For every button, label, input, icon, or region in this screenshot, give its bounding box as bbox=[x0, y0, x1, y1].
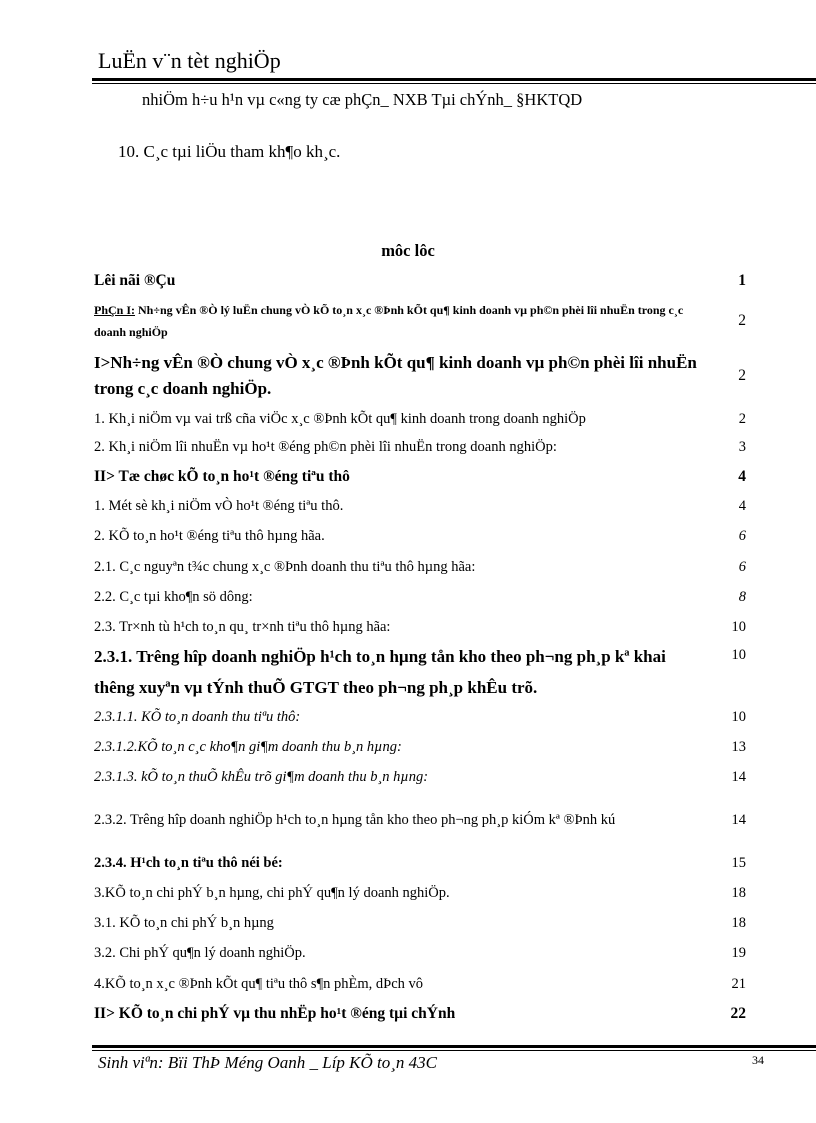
toc-entry-text: 2. Kh¸i niÖm lîi nhuËn vµ ho¹t ®éng ph©n phèi lîi nhuËn trong doanh nghiÖp: bbox=[94, 439, 557, 455]
toc-entry-text: 3.2. Chi phÝ qu¶n lý doanh nghiÖp. bbox=[94, 945, 306, 961]
toc-page-number: 3 bbox=[738, 439, 746, 455]
page-number: 34 bbox=[752, 1053, 764, 1067]
toc-page-number: 14 bbox=[731, 811, 746, 828]
header-rule-thick bbox=[92, 78, 816, 81]
toc-entry-text: 2.3. Tr×nh tù h¹ch to¸n qu¸ tr×nh tiªu thô hµng hãa: bbox=[94, 618, 391, 635]
toc-page-number: 10 bbox=[731, 618, 746, 635]
toc-row bbox=[94, 582, 746, 612]
toc-entry-text: 2.3.1.1. KÕ to¸n doanh thu tiªu thô: bbox=[94, 709, 301, 725]
toc-row bbox=[94, 406, 746, 433]
toc-row bbox=[94, 492, 746, 521]
footer-author-line: Sinh viªn: Bïi ThÞ Méng Oanh _ Líp KÕ to¸n 43C bbox=[98, 1053, 438, 1072]
toc-page-number: 19 bbox=[731, 945, 746, 961]
intro-reference-line: nhiÖm h÷u h¹n vµ c«ng ty cæ phÇn_ NXB Tµi chÝnh_ §HKTQD bbox=[142, 90, 583, 109]
toc-page-number: 6 bbox=[738, 528, 746, 544]
toc-page-number: 10 bbox=[731, 709, 746, 725]
toc-page-number: 15 bbox=[731, 854, 746, 871]
toc-row bbox=[94, 938, 746, 969]
toc-entry-text: 2.2. C¸c tµi kho¶n sö dông: bbox=[94, 588, 253, 605]
toc-entry-text: 2.3.1.3. kÕ to¸n thuÕ khÊu trõ gi¶m doanh thu b¸n hµng: bbox=[94, 768, 429, 785]
toc-row bbox=[94, 702, 746, 733]
toc-row bbox=[94, 848, 746, 878]
toc-entry-text: 4.KÕ to¸n x¸c ®Þnh kÕt qu¶ tiªu thô s¶n phÈm, dÞch vô bbox=[94, 975, 424, 992]
toc-page-number: 22 bbox=[730, 1005, 746, 1022]
toc-page-number: 10 bbox=[731, 647, 746, 663]
toc-page-number: 2 bbox=[738, 312, 746, 329]
toc-row bbox=[94, 999, 746, 1029]
toc-row bbox=[94, 433, 746, 462]
toc-entry-text bbox=[94, 299, 706, 343]
toc-page-number: 18 bbox=[731, 884, 746, 901]
toc-row bbox=[94, 733, 746, 762]
toc-entry-text: 2.3.2. Trêng hîp doanh nghiÖp h¹ch to¸n hµng tån kho theo ph¬ng ph¸p kiÓm kª ®Þnh kú bbox=[94, 812, 616, 828]
intro-reference-item: 10. C¸c tµi liÖu tham kh¶o kh¸c. bbox=[118, 142, 341, 161]
page-header-title: LuËn v¨n tèt nghiÖp bbox=[98, 48, 281, 73]
toc-row bbox=[94, 908, 746, 938]
toc-page-number: 6 bbox=[738, 558, 746, 575]
toc-row bbox=[94, 266, 746, 296]
toc-page-number: 13 bbox=[731, 739, 746, 755]
toc-entry-text: 1. Mét sè kh¸i niÖm vÒ ho¹t ®éng tiªu thô. bbox=[94, 498, 344, 514]
toc-row bbox=[94, 792, 746, 848]
toc-page-number: 2 bbox=[738, 367, 746, 384]
toc-page-number: 4 bbox=[738, 498, 746, 514]
toc-part-label: PhÇn I: bbox=[94, 303, 136, 317]
toc-row bbox=[94, 462, 746, 492]
toc-page-number: 18 bbox=[731, 914, 746, 931]
toc-entry-text: 2.3.1.2.KÕ to¸n c¸c kho¶n gi¶m doanh thu b¸n hµng: bbox=[94, 739, 402, 755]
toc-row bbox=[94, 762, 746, 792]
toc-entry-text: 2.3.4. H¹ch to¸n tiªu thô néi bé: bbox=[94, 854, 283, 871]
toc-entry-text: 3.1. KÕ to¸n chi phÝ b¸n hµng bbox=[94, 914, 274, 931]
toc-entry-text: I>Nh÷ng vÊn ®Ò chung vÒ x¸c ®Þnh kÕt qu¶ kinh doanh vµ ph©n phèi lîi nhuËn trong c¸c doanh nghiÖp. bbox=[94, 353, 697, 398]
toc-row bbox=[94, 642, 746, 702]
toc-title: môc lôc bbox=[381, 241, 435, 260]
toc-page-number: 4 bbox=[738, 468, 746, 485]
toc-row bbox=[94, 612, 746, 642]
toc-page-number: 21 bbox=[731, 975, 746, 992]
toc-entry-text: 3.KÕ to¸n chi phÝ b¸n hµng, chi phÝ qu¶n lý doanh nghiÖp. bbox=[94, 884, 450, 901]
header-rule-thin bbox=[92, 83, 816, 84]
toc-part-title: Nh÷ng vÊn ®Ò lý luËn chung vÒ kÕ to¸n x¸c ®Þnh kÕt qu¶ kinh doanh vµ ph©n phèi lîi nhuËn trong c¸c doanh nghiÖp bbox=[94, 303, 684, 339]
toc-row bbox=[94, 521, 746, 552]
footer-rule-thick bbox=[92, 1045, 816, 1048]
footer-rule-thin bbox=[92, 1050, 816, 1051]
toc-row bbox=[94, 969, 746, 999]
toc-entry-text: Lêi nãi ®Çu bbox=[94, 272, 176, 289]
toc-page-number: 14 bbox=[731, 768, 746, 785]
toc-row bbox=[94, 296, 746, 346]
toc-entry-text: 1. Kh¸i niÖm vµ vai trß cña viÖc x¸c ®Þnh kÕt qu¶ kinh doanh trong doanh nghiÖp bbox=[94, 411, 586, 427]
toc-row bbox=[94, 346, 746, 406]
table-of-contents bbox=[94, 266, 746, 1029]
toc-entry-text: II> Tæ chøc kÕ to¸n ho¹t ®éng tiªu thô bbox=[94, 468, 350, 485]
toc-page-number: 8 bbox=[738, 588, 746, 605]
toc-page-number: 1 bbox=[738, 272, 746, 289]
toc-entry-text: 2.3.1. Trêng hîp doanh nghiÖp h¹ch to¸n hµng tån kho theo ph¬ng ph¸p kª khai thêng xuyªn vµ tÝnh thuÕ GTGT theo ph¬ng ph¸p khÊu trõ. bbox=[94, 647, 666, 697]
toc-entry-text: 2. KÕ to¸n ho¹t ®éng tiªu thô hµng hãa. bbox=[94, 528, 325, 544]
toc-entry-text: II> KÕ to¸n chi phÝ vµ thu nhËp ho¹t ®éng tµi chÝnh bbox=[94, 1005, 456, 1022]
toc-row bbox=[94, 552, 746, 582]
toc-page-number: 2 bbox=[738, 411, 746, 427]
toc-entry-text: 2.1. C¸c nguyªn t¾c chung x¸c ®Þnh doanh thu tiªu thô hµng hãa: bbox=[94, 558, 476, 575]
toc-row bbox=[94, 878, 746, 908]
